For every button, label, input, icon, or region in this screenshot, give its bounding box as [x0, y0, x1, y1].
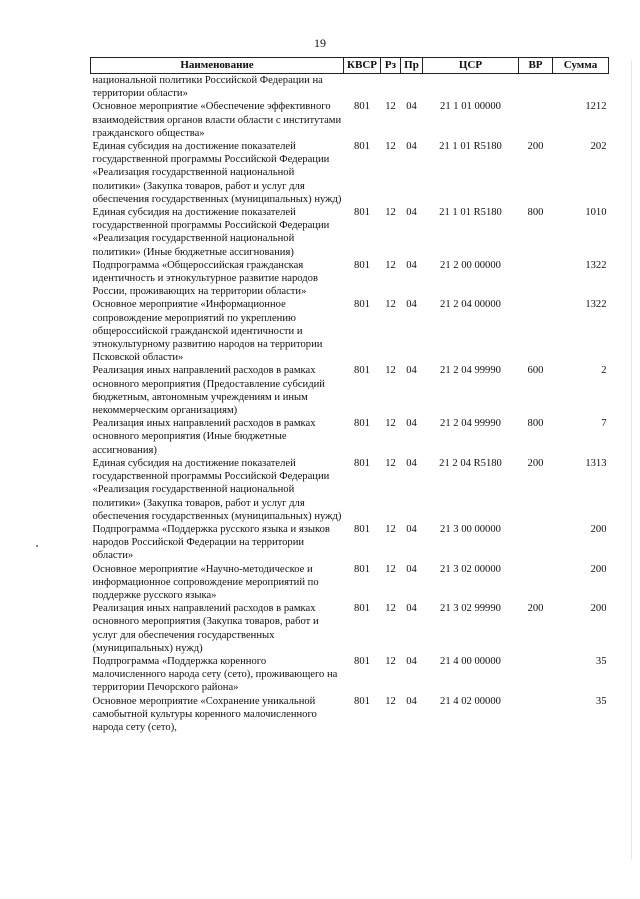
- cell-sum: 1313: [585, 457, 607, 469]
- cell-pr: 04: [406, 141, 417, 153]
- cell-sum: 35: [595, 655, 607, 667]
- scan-speck: [36, 545, 38, 547]
- cell-name: Реализация иных направлений расходов в рамках основного мероприятия (Закупка товаров, работ и услуг для обеспечения государственных (муниципальных) нужд): [92, 603, 319, 654]
- cell-sum: 200: [590, 523, 607, 535]
- cell-kvsr: 801: [354, 655, 370, 667]
- cell-pr: [401, 74, 423, 101]
- cell-rz: 12: [385, 207, 396, 219]
- cell-csr: 21 2 04 00000: [440, 299, 501, 311]
- table-row: [91, 259, 609, 299]
- cell-csr: 21 4 02 00000: [440, 695, 501, 707]
- cell-name: национальной политики Российской Федерации на территории области»: [92, 75, 323, 100]
- cell-name: Основное мероприятие «Сохранение уникальной самобытной культуры коренного малочисленного народа сету (сето),: [92, 695, 317, 733]
- cell-vr: [519, 298, 553, 364]
- cell-name: Основное мероприятие «Информационное сопровождение мероприятий по укреплению общероссийской гражданской идентичности и этнокультурному развитию народов на территории Псковской области»: [92, 299, 323, 364]
- cell-rz: 12: [385, 523, 396, 535]
- cell-name: Единая субсидия на достижение показателей государственной программы Российской Федерации «Реализация государственной национальной политики» (Иные бюджетные ассигнования): [92, 207, 330, 258]
- table-header-row: [91, 58, 609, 74]
- cell-csr: 21 1 01 R5180: [439, 141, 502, 153]
- cell-vr: [519, 655, 553, 695]
- cell-vr: 200: [527, 141, 544, 153]
- cell-name: Реализация иных направлений расходов в рамках основного мероприятия (Предоставление субсидий бюджетным, автономным учреждениям и иным некоммерческим организациям): [92, 365, 325, 417]
- cell-name: Единая субсидия на достижение показателей государственной программы Российской Федерации «Реализация государственной национальной политики» (Закупка товаров, работ и услуг для обеспечения государственных (муниципальных) нужд): [92, 141, 342, 205]
- table-body: [91, 74, 609, 735]
- cell-vr: 600: [527, 365, 544, 377]
- cell-csr: 21 2 04 99990: [440, 418, 501, 430]
- header-vr: ВР: [519, 58, 553, 74]
- cell-rz: 12: [385, 655, 396, 667]
- cell-kvsr: 801: [354, 695, 370, 707]
- table-row: [91, 563, 609, 603]
- cell-sum: 202: [590, 141, 607, 153]
- cell-rz: 12: [385, 101, 396, 113]
- cell-name: Подпрограмма «Поддержка коренного малочисленного народа сету (сето), проживающего на территории Печорского района»: [92, 655, 338, 694]
- header-rz: Рз: [381, 58, 401, 74]
- cell-rz: 12: [385, 457, 396, 469]
- cell-rz: 12: [385, 365, 396, 377]
- cell-vr: [519, 695, 553, 735]
- cell-sum: 1212: [585, 101, 607, 113]
- cell-name: Основное мероприятие «Обеспечение эффективного взаимодействия органов власти области с институтами гражданского общества»: [92, 101, 342, 139]
- cell-rz: 12: [385, 695, 396, 707]
- cell-pr: 04: [406, 563, 417, 575]
- table-row: [91, 655, 609, 695]
- cell-pr: 04: [406, 695, 417, 707]
- cell-csr: 21 2 04 R5180: [439, 457, 502, 469]
- cell-vr: [519, 563, 553, 603]
- cell-kvsr: 801: [354, 457, 370, 469]
- header-pr: Пр: [401, 58, 423, 74]
- cell-vr: [519, 74, 553, 101]
- cell-pr: 04: [406, 523, 417, 535]
- cell-name: Единая субсидия на достижение показателей государственной программы Российской Федерации «Реализация государственной национальной политики» (Закупка товаров, работ и услуг для обеспечения государственных (муниципальных) нужд): [92, 457, 342, 522]
- cell-kvsr: 801: [354, 523, 370, 535]
- cell-sum: 7: [601, 418, 607, 430]
- cell-csr: 21 2 00 00000: [440, 259, 501, 271]
- cell-csr: 21 3 02 00000: [440, 563, 501, 575]
- cell-rz: 12: [385, 259, 396, 271]
- cell-vr: [519, 523, 553, 563]
- cell-sum: 200: [590, 563, 607, 575]
- cell-pr: 04: [406, 457, 417, 469]
- table-row: [91, 140, 609, 206]
- cell-rz: [381, 74, 401, 101]
- cell-pr: 04: [406, 603, 417, 615]
- cell-kvsr: 801: [354, 563, 370, 575]
- cell-rz: 12: [385, 603, 396, 615]
- cell-sum: 200: [590, 603, 607, 615]
- cell-pr: 04: [406, 418, 417, 430]
- table-row: [91, 417, 609, 457]
- table-row: [91, 457, 609, 523]
- cell-sum: 1010: [585, 207, 607, 219]
- header-name: Наименование: [91, 58, 344, 74]
- cell-vr: [519, 259, 553, 299]
- cell-kvsr: 801: [354, 259, 370, 271]
- cell-sum: [553, 74, 609, 101]
- cell-kvsr: 801: [354, 207, 370, 219]
- cell-vr: 800: [527, 207, 544, 219]
- header-csr: ЦСР: [423, 58, 519, 74]
- cell-name: Реализация иных направлений расходов в рамках основного мероприятия (Иные бюджетные ассигнования): [92, 418, 316, 456]
- cell-sum: 1322: [585, 259, 607, 271]
- cell-vr: 200: [527, 457, 544, 469]
- budget-table: [90, 57, 609, 734]
- cell-pr: 04: [406, 299, 417, 311]
- table-row: [91, 206, 609, 259]
- cell-name: Подпрограмма «Общероссийская гражданская идентичность и этнокультурное развитие народов России, проживающих на территории области»: [92, 259, 318, 298]
- cell-kvsr: [344, 74, 381, 101]
- cell-kvsr: 801: [354, 418, 370, 430]
- table-row: [91, 298, 609, 364]
- cell-rz: 12: [385, 563, 396, 575]
- cell-rz: 12: [385, 418, 396, 430]
- cell-kvsr: 801: [354, 365, 370, 377]
- cell-csr: 21 1 01 R5180: [439, 207, 502, 219]
- cell-kvsr: 801: [354, 101, 370, 113]
- cell-sum: 1322: [585, 299, 607, 311]
- cell-sum: 2: [601, 365, 607, 377]
- table-row: [91, 695, 609, 735]
- cell-csr: 21 3 02 99990: [440, 603, 501, 615]
- cell-vr: 800: [527, 418, 544, 430]
- header-sum: Сумма: [553, 58, 609, 74]
- scan-edge-line: [631, 60, 632, 860]
- cell-name: Подпрограмма «Поддержка русского языка и языков народов Российской Федерации на территории области»: [92, 523, 330, 562]
- cell-csr: 21 1 01 00000: [440, 101, 501, 113]
- table-row: [91, 100, 609, 140]
- cell-rz: 12: [385, 299, 396, 311]
- cell-csr: 21 4 00 00000: [440, 655, 501, 667]
- cell-kvsr: 801: [354, 299, 370, 311]
- cell-pr: 04: [406, 101, 417, 113]
- page-number: 19: [314, 36, 326, 50]
- table-row: [91, 364, 609, 417]
- cell-name: Основное мероприятие «Научно-методическое и информационное сопровождение мероприятий по поддержке русского языка»: [92, 563, 319, 601]
- cell-kvsr: 801: [354, 141, 370, 153]
- cell-pr: 04: [406, 365, 417, 377]
- table-row: [91, 74, 609, 101]
- cell-sum: 35: [595, 695, 607, 707]
- cell-pr: 04: [406, 655, 417, 667]
- cell-kvsr: 801: [354, 603, 370, 615]
- cell-csr: 21 2 04 99990: [440, 365, 501, 377]
- cell-vr: 200: [527, 603, 544, 615]
- cell-pr: 04: [406, 259, 417, 271]
- cell-pr: 04: [406, 207, 417, 219]
- table-row: [91, 523, 609, 563]
- cell-vr: [519, 100, 553, 140]
- header-kvsr: КВСР: [344, 58, 381, 74]
- cell-rz: 12: [385, 141, 396, 153]
- table-row: [91, 602, 609, 655]
- cell-csr: 21 3 00 00000: [440, 523, 501, 535]
- cell-csr: [423, 74, 519, 101]
